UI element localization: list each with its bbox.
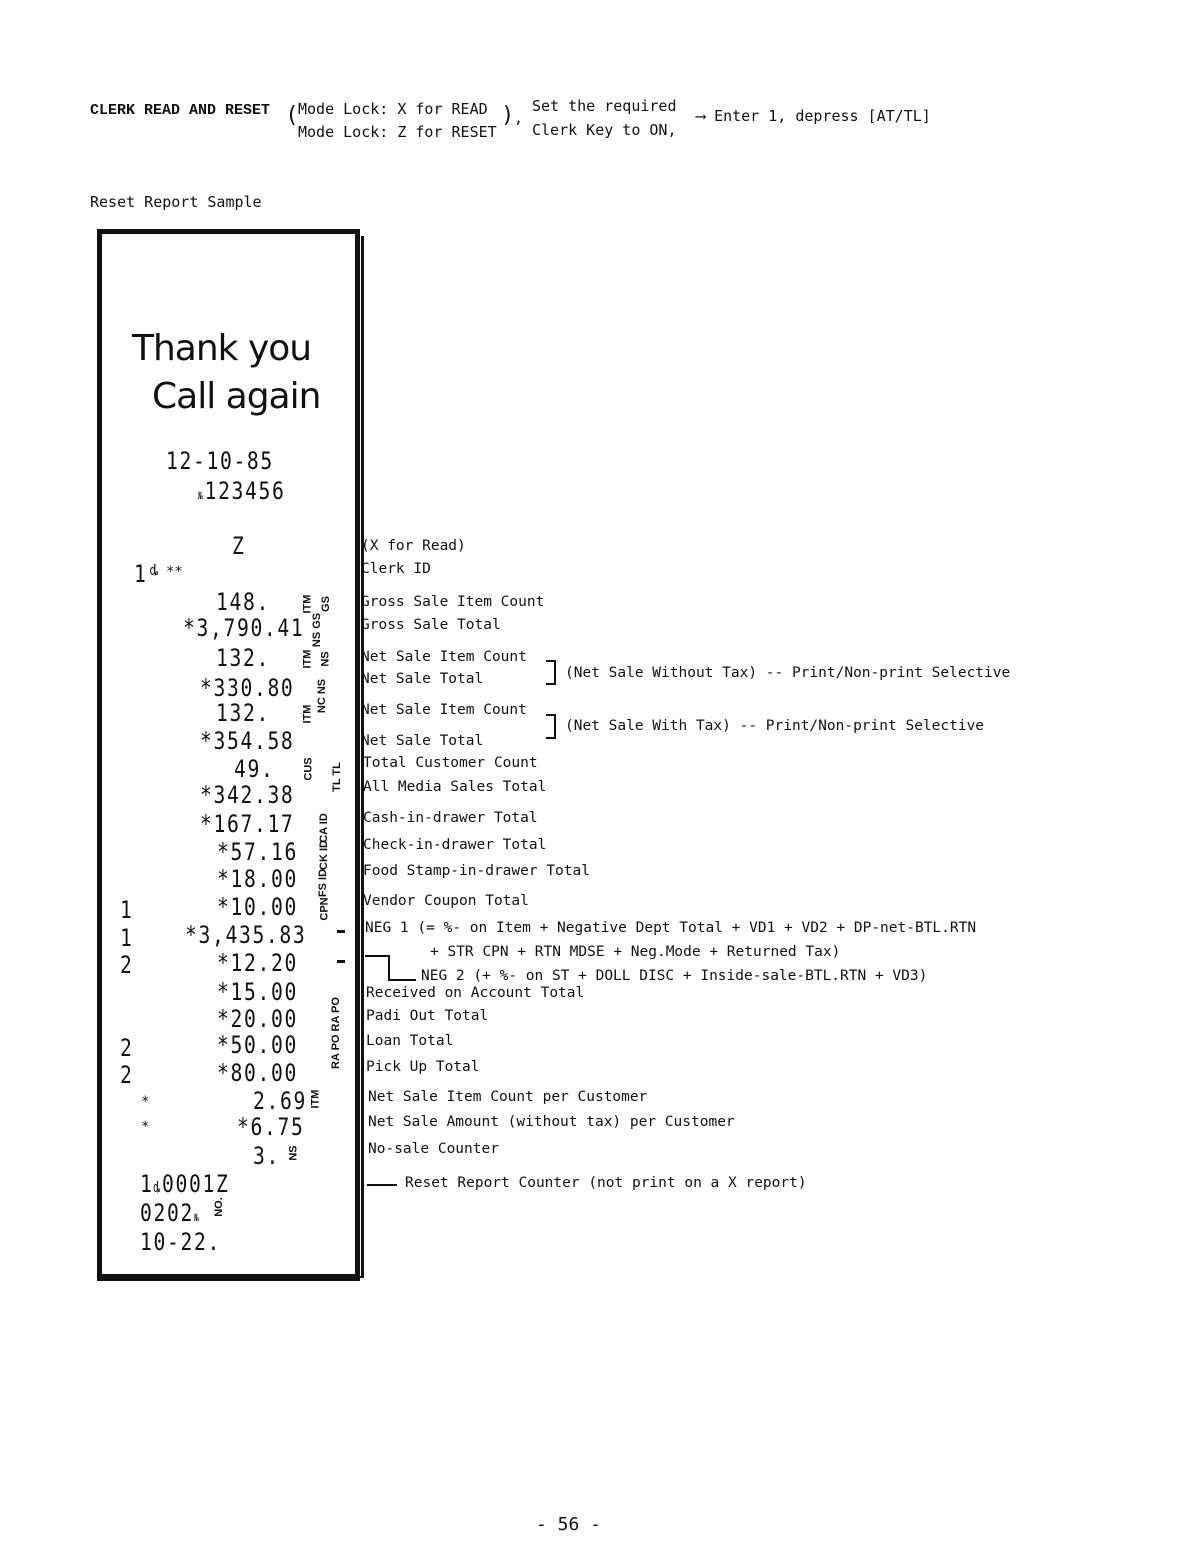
annotation-customer-count: Total Customer Count bbox=[363, 755, 538, 771]
annotation-neg2: NEG 2 (+ %- on ST + DOLL DISC + Inside-sale-BTL.RTN + VD3) bbox=[421, 968, 928, 984]
receipt-date: 12-10-85 bbox=[166, 447, 274, 475]
annotation-neg1-line2: + STR CPN + RTN MDSE + Neg.Mode + Returned Tax) bbox=[430, 944, 841, 960]
code-itm-cust: ITM bbox=[309, 1089, 322, 1109]
receipt-net-total-1: *330.80 bbox=[200, 674, 295, 702]
code-itm-gs: ITM bbox=[301, 594, 314, 614]
code-ca-id: CA ID bbox=[317, 813, 330, 843]
store-number-mark: № bbox=[198, 491, 205, 502]
annotation-reset-counter: Reset Report Counter (not print on a X report) bbox=[405, 1175, 807, 1191]
clerk-mark-icon: ȡ bbox=[150, 563, 159, 579]
neg-connector bbox=[365, 955, 389, 957]
receipt-cash-drawer: *167.17 bbox=[200, 810, 295, 838]
clerk-mark-icon: ȡ bbox=[153, 1180, 163, 1196]
comma-mark: , bbox=[514, 109, 524, 127]
enter-instruction-text: Enter 1, depress [AT/TL] bbox=[714, 107, 931, 125]
receipt-mode: Z bbox=[232, 532, 246, 560]
set-required-line2: Clerk Key to ON, bbox=[532, 121, 677, 139]
code-z-count: NO. bbox=[212, 1197, 225, 1217]
annotation-paid-out: Padi Out Total bbox=[366, 1008, 489, 1024]
receipt-received-on-account: *15.00 bbox=[217, 978, 298, 1006]
open-paren: ( bbox=[288, 103, 297, 128]
annotation-loan: Loan Total bbox=[366, 1033, 454, 1049]
set-required-line1: Set the required bbox=[532, 97, 677, 115]
annotation-x-for-read: (X for Read) bbox=[361, 538, 466, 554]
receipt-net-count-1: 132. bbox=[216, 644, 270, 672]
close-paren: ) bbox=[503, 103, 512, 128]
bracket-net-without-tax bbox=[554, 660, 556, 685]
receipt-call-again: Call again bbox=[152, 376, 321, 417]
receipt-check-drawer: *57.16 bbox=[217, 838, 298, 866]
annotation-media-total: All Media Sales Total bbox=[363, 779, 547, 795]
left-star: * bbox=[141, 1094, 150, 1110]
page-number: - 56 - bbox=[536, 1514, 602, 1535]
neg-connector bbox=[388, 979, 416, 981]
counter-prefix: 1 bbox=[140, 1170, 154, 1198]
code-nc-ns: NC NS bbox=[316, 678, 329, 714]
code-cpn: CPN bbox=[318, 897, 331, 921]
annotation-neg1-line1: NEG 1 (= %- on Item + Negative Dept Total + VD1 + VD2 + DP-net-BTL.RTN bbox=[365, 920, 977, 936]
receipt-gross-count: 148. bbox=[216, 588, 270, 616]
neg-dash-1 bbox=[337, 930, 345, 933]
reset-counter-pointer bbox=[367, 1184, 397, 1186]
receipt-gross-total: *3,790.41 bbox=[183, 614, 305, 642]
receipt-thank-you: Thank you bbox=[132, 328, 312, 369]
annotation-check-drawer: Check-in-drawer Total bbox=[363, 837, 547, 853]
annotation-net-count-1: Net Sale Item Count bbox=[361, 649, 527, 665]
code-cus: CUS bbox=[302, 757, 315, 781]
receipt-media-total: *342.38 bbox=[200, 781, 295, 809]
left-count: 1 bbox=[120, 924, 134, 952]
annotation-cash-drawer: Cash-in-drawer Total bbox=[363, 810, 538, 826]
code-itm-ns2: ITM bbox=[301, 704, 314, 724]
annotation-fs-drawer: Food Stamp-in-drawer Total bbox=[363, 863, 590, 879]
receipt-paid-out: *20.00 bbox=[217, 1005, 298, 1033]
annotation-count-per-customer: Net Sale Item Count per Customer bbox=[368, 1089, 648, 1105]
receipt-neg2: *12.20 bbox=[217, 949, 298, 977]
annotation-net-with-tax: (Net Sale With Tax) -- Print/Non-print Selective bbox=[565, 718, 985, 734]
sample-title: Reset Report Sample bbox=[90, 193, 262, 211]
annotation-clerk-id: Clerk ID bbox=[361, 561, 431, 577]
left-star: * bbox=[141, 1119, 150, 1135]
receipt-fs-drawer: *18.00 bbox=[217, 865, 298, 893]
left-count: 2 bbox=[120, 1034, 134, 1062]
annotation-net-count-2: Net Sale Item Count bbox=[361, 702, 527, 718]
annotation-no-sale: No-sale Counter bbox=[368, 1141, 499, 1157]
annotation-vendor-coupon: Vendor Coupon Total bbox=[363, 893, 529, 909]
receipt-serial-line bbox=[140, 1199, 201, 1227]
code-ra-po: RA PO RA PO bbox=[329, 997, 342, 1069]
receipt-counter-line bbox=[140, 1170, 229, 1198]
neg-connector bbox=[388, 955, 390, 980]
left-count: 2 bbox=[120, 1061, 134, 1089]
receipt-count-per-customer: 2.69 bbox=[253, 1087, 307, 1115]
receipt-store: 123456 bbox=[204, 477, 286, 505]
code-ns-count: NS bbox=[287, 1145, 300, 1161]
bracket-net-with-tax bbox=[554, 714, 556, 739]
serial-value: 0202 bbox=[140, 1199, 194, 1227]
number-mark-icon: № bbox=[193, 1213, 201, 1224]
annotation-received-on-account: Received on Account Total bbox=[366, 985, 585, 1001]
receipt-pick-up: *80.00 bbox=[217, 1059, 298, 1087]
mode-lock-reset: Mode Lock: Z for RESET bbox=[298, 123, 497, 141]
code-fs-id: FS ID bbox=[317, 868, 330, 898]
counter-value: 0001Z bbox=[162, 1170, 230, 1198]
code-ck-id: CK ID bbox=[317, 840, 330, 870]
receipt-vendor-coupon: *10.00 bbox=[217, 893, 298, 921]
code-ns-gs: NS GS bbox=[311, 612, 324, 648]
mode-lock-read: Mode Lock: X for READ bbox=[298, 100, 488, 118]
annotation-pick-up: Pick Up Total bbox=[366, 1059, 480, 1075]
code-tl-tl: TL TL bbox=[330, 762, 343, 792]
annotation-net-total-1: Net Sale Total bbox=[361, 671, 484, 687]
receipt-clerk-id: 1 bbox=[134, 560, 148, 588]
left-count: 1 bbox=[120, 896, 134, 924]
neg-dash-2 bbox=[337, 960, 345, 963]
receipt-clerk-stars: ** bbox=[166, 564, 183, 580]
code-ns: NS bbox=[319, 651, 332, 667]
annotation-gross-count: Gross Sale Item Count bbox=[361, 594, 545, 610]
receipt-customer-count: 49. bbox=[234, 755, 275, 783]
annotation-amount-per-customer: Net Sale Amount (without tax) per Customer bbox=[368, 1114, 735, 1130]
receipt-net-count-2: 132. bbox=[216, 699, 270, 727]
annotation-gross-total: Gross Sale Total bbox=[361, 617, 501, 633]
annotation-net-total-2: Net Sale Total bbox=[361, 733, 484, 749]
left-count: 2 bbox=[120, 951, 134, 979]
receipt-net-total-2: *354.58 bbox=[200, 727, 295, 755]
receipt-time-line: 10-22. bbox=[140, 1228, 221, 1256]
section-title: CLERK READ AND RESET bbox=[90, 102, 271, 119]
receipt-no-sale: 3. bbox=[253, 1142, 280, 1170]
code-itm-ns1: ITM bbox=[301, 649, 314, 669]
enter-instruction bbox=[696, 107, 931, 125]
receipt-loan: *50.00 bbox=[217, 1031, 298, 1059]
receipt-amount-per-customer: *6.75 bbox=[237, 1113, 305, 1141]
receipt-neg1: *3,435.83 bbox=[185, 921, 307, 949]
arrow-right-icon: ⟶ bbox=[696, 107, 706, 125]
annotation-net-without-tax: (Net Sale Without Tax) -- Print/Non-print Selective bbox=[565, 665, 1011, 681]
code-gs: GS bbox=[319, 596, 332, 612]
receipt-store-line bbox=[198, 477, 286, 505]
